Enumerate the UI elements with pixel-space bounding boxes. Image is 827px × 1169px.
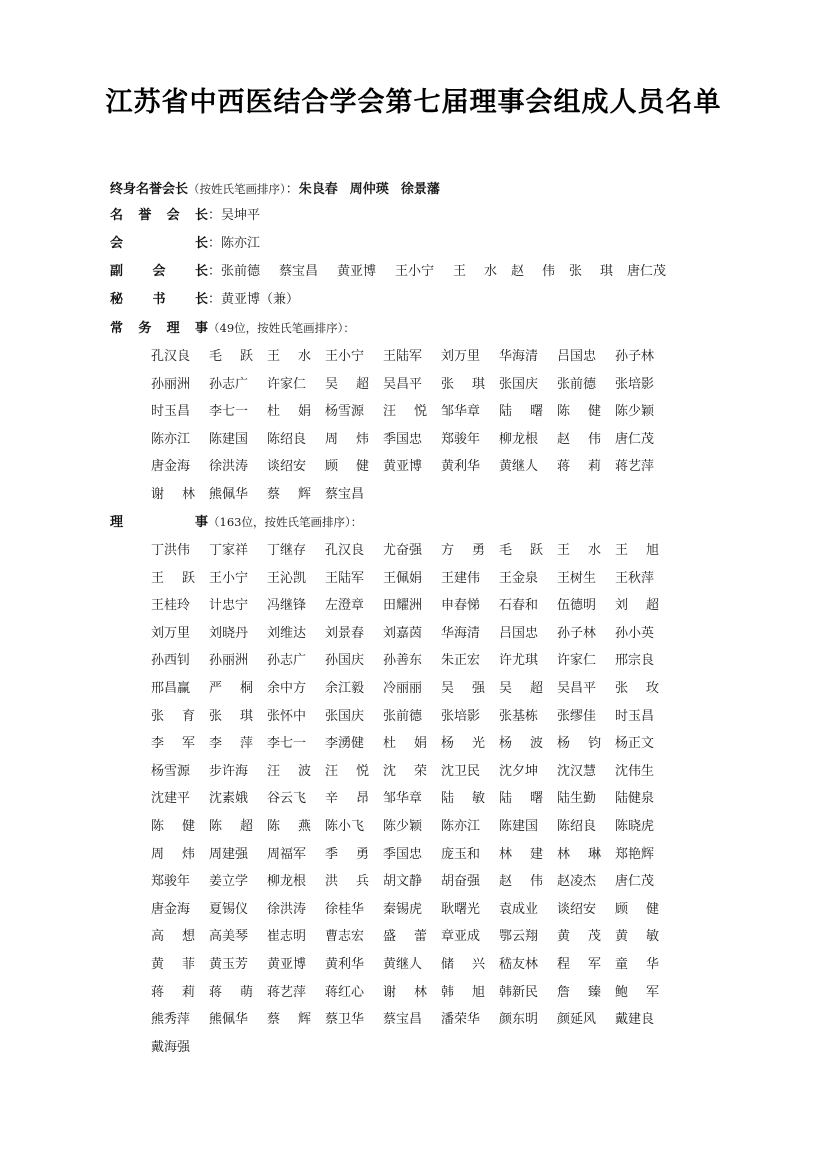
president-name: 陈亦江 [221,236,261,251]
member-name: 唐金海 [151,901,191,917]
member-name: 嵇友林 [499,956,539,972]
member-name: 许尤琪 [499,653,539,669]
honorary-president-line [110,178,452,200]
member-name: 沈建平 [151,791,191,807]
directors-line [110,511,362,533]
member-name: 孙子林 [557,625,597,641]
member-name: 李湧健 [325,736,365,752]
member-name: 吴昌平 [383,376,423,392]
member-name: 孙志广 [267,653,307,669]
member-name: 王 旭 [615,543,659,558]
member-name: 张基栋 [499,708,539,724]
member-name: 王佩娟 [383,570,423,586]
member-name: 田耀洲 [383,598,423,614]
member-name: 谢 林 [151,486,195,502]
member-name: 时玉昌 [615,708,655,724]
member-name: 陆 曙 [499,791,543,807]
member-name: 汪 波 [267,763,311,779]
member-name: 林 建 [499,846,543,862]
vice-president-name: 唐仁茂 [627,264,667,279]
member-name: 刘景春 [325,625,365,641]
vice-presidents-colon: ： [208,264,222,279]
member-name: 刘嘉茵 [383,625,423,641]
member-name: 余中方 [267,680,307,696]
member-name: 李 军 [151,736,195,752]
member-name: 杨 钧 [557,736,601,752]
honorary-president-colon: ： [285,182,299,197]
honorary-name: 朱良春 [298,182,338,197]
member-name: 沈素娥 [209,791,249,807]
member-name: 蒋红心 [325,984,365,1000]
member-name: 黄继人 [499,459,539,475]
member-name: 蒋 莉 [557,459,601,475]
member-name: 程 军 [557,956,601,972]
member-name: 戴建良 [615,1012,655,1028]
member-name: 陈建国 [499,818,539,834]
member-name: 黄继人 [383,956,423,972]
member-name: 王沁凯 [267,570,307,586]
member-name: 黄 敏 [615,929,659,945]
member-name: 周 炜 [151,846,195,862]
member-name: 陆健泉 [615,791,655,807]
member-name: 伍德明 [557,598,597,614]
member-name: 张怀中 [267,708,307,724]
member-name: 顾 健 [615,901,659,917]
directors-row [151,565,691,593]
directors-row [151,1006,691,1034]
standing-directors-row [151,481,691,509]
member-name: 郑骏年 [441,431,481,447]
member-name: 蔡宝昌 [383,1012,423,1028]
member-name: 许家仁 [557,653,597,669]
directors-row [151,537,691,565]
member-name: 邹华章 [383,791,423,807]
member-name: 孔汉良 [325,543,365,558]
directors-row [151,813,691,841]
member-name: 赵凌杰 [557,874,597,890]
member-name: 袁成业 [499,901,539,917]
member-name: 蒋艺萍 [267,984,307,1000]
member-name: 严 桐 [209,680,253,696]
member-name: 曹志宏 [325,929,365,945]
member-name: 王 跃 [151,570,195,586]
directors-row [151,923,691,951]
member-name: 韩新民 [499,984,539,1000]
member-name: 吴 超 [499,680,543,696]
member-name: 崔志明 [267,929,307,945]
directors-row [151,951,691,979]
member-name: 孙丽洲 [209,653,249,669]
member-name: 柳龙根 [499,431,539,447]
member-name: 陈建国 [209,431,249,447]
member-name: 张 琪 [441,376,485,392]
member-name: 蔡卫华 [325,1012,365,1028]
member-name: 盛 蕾 [383,929,427,945]
member-name: 谷云飞 [267,791,307,807]
secretary-general-label: 秘 书 长 [110,292,208,307]
directors-row [151,979,691,1007]
member-name: 杨 波 [499,736,543,752]
member-name: 吴 强 [441,680,485,696]
member-name: 蒋 莉 [151,984,195,1000]
member-name: 黄 菲 [151,956,195,972]
member-name: 颜东明 [499,1012,539,1028]
member-name: 刘万里 [441,349,481,364]
vice-president-name: 赵 伟 [511,264,556,279]
member-name: 辛 昂 [325,791,369,807]
standing-directors-row [151,426,691,454]
member-name: 冯继锋 [267,598,307,614]
member-name: 石春和 [499,598,539,614]
member-name: 徐桂华 [325,901,365,917]
standing-directors-row [151,398,691,426]
member-name: 季国忠 [383,846,423,862]
member-name: 谈绍安 [557,901,597,917]
directors-grid [151,537,691,1061]
member-name: 陈亦江 [441,818,481,834]
directors-note: （163位，按姓氏笔画排序）： [208,515,363,529]
member-name: 张前德 [383,708,423,724]
member-name: 季国忠 [383,431,423,447]
member-name: 鄂云翔 [499,929,539,945]
member-name: 周 炜 [325,431,369,447]
member-name: 孙丽洲 [151,376,191,392]
member-name: 陆 曙 [499,404,543,420]
member-name: 洪 兵 [325,874,369,890]
member-name: 张前德 [557,376,597,392]
member-name: 吴 超 [325,376,369,392]
member-name: 沈卫民 [441,763,481,779]
emeritus-president-line [110,205,260,227]
member-name: 徐洪涛 [209,459,249,475]
member-name: 陈绍良 [267,431,307,447]
member-name: 黄玉芳 [209,956,249,972]
directors-row [151,841,691,869]
member-name: 胡文静 [383,874,423,890]
member-name: 刘维达 [267,625,307,641]
member-name: 黄亚博 [267,956,307,972]
vice-president-name: 蔡宝昌 [279,264,319,279]
member-name: 周建强 [209,846,249,862]
standing-directors-label: 常 务 理 事 [110,321,208,336]
member-name: 计忠宁 [209,598,249,614]
member-name: 朱正宏 [441,653,481,669]
member-name: 谈绍安 [267,459,307,475]
secretary-general-colon: ： [208,292,222,307]
member-name: 张国庆 [499,376,539,392]
member-name: 戴海强 [151,1039,191,1055]
member-name: 李七一 [209,404,249,420]
member-name: 蔡 辉 [267,486,311,502]
member-name: 孙志广 [209,376,249,392]
member-name: 李 萍 [209,736,253,752]
member-name: 陈晓虎 [615,818,655,834]
member-name: 黄利华 [441,459,481,475]
member-name: 步许海 [209,763,249,779]
vice-presidents-label: 副 会 长 [110,264,208,279]
member-name: 熊佩华 [209,486,249,502]
member-name: 方 勇 [441,543,485,558]
member-name: 孔汉良 [151,349,191,364]
member-name: 高 想 [151,929,195,945]
member-name: 沈汉慧 [557,763,597,779]
member-name: 许家仁 [267,376,307,392]
member-name: 张国庆 [325,708,365,724]
honorary-president-note: （按姓氏笔画排序） [188,182,286,196]
standing-directors-note: （49位，按姓氏笔画排序）： [208,321,355,335]
member-name: 冷丽丽 [383,680,423,696]
member-name: 郑骏年 [151,874,191,890]
member-name: 沈夕坤 [499,763,539,779]
member-name: 杨雪源 [151,763,191,779]
member-name: 陈少颖 [383,818,423,834]
member-name: 王小宁 [209,570,249,586]
member-name: 张 育 [151,708,195,724]
vice-presidents-line [110,261,685,283]
honorary-name: 周仲瑛 [349,182,389,197]
member-name: 邢昌赢 [151,680,191,696]
vice-president-name: 黄亚博 [337,264,377,279]
member-name: 童 华 [615,956,659,972]
member-name: 姜立学 [209,874,249,890]
member-name: 黄 茂 [557,929,601,945]
member-name: 夏锡仪 [209,901,249,917]
member-name: 王金泉 [499,570,539,586]
honorary-president-label: 终身名誉会长 [110,182,189,197]
member-name: 尤奋强 [383,543,423,558]
secretary-general-name: 黄亚博（兼） [221,292,300,307]
member-name: 陈小飞 [325,818,365,834]
member-name: 王树生 [557,570,597,586]
member-name: 陈 燕 [267,818,311,834]
member-name: 张培影 [615,376,655,392]
directors-row [151,868,691,896]
secretary-general-line [110,289,299,311]
directors-row [151,730,691,758]
member-name: 张缪佳 [557,708,597,724]
president-colon: ： [208,236,222,251]
member-name: 孙西钊 [151,653,191,669]
honorary-name: 徐景藩 [400,182,440,197]
member-name: 刘晓丹 [209,625,249,641]
member-name: 王桂玲 [151,598,191,614]
member-name: 汪 悦 [325,763,369,779]
member-name: 王建伟 [441,570,481,586]
vice-president-name: 王小宁 [395,264,435,279]
member-name: 邢宗良 [615,653,655,669]
member-name: 王秋萍 [615,570,655,586]
president-label: 会 长 [110,236,208,251]
member-name: 李七一 [267,736,307,752]
vice-president-name: 张 琪 [569,264,614,279]
member-name: 蔡宝昌 [325,486,365,502]
directors-row [151,785,691,813]
member-name: 鲍 军 [615,984,659,1000]
member-name: 张培影 [441,708,481,724]
member-name: 熊秀萍 [151,1012,191,1028]
member-name: 季 勇 [325,846,369,862]
directors-row [151,647,691,675]
member-name: 余江毅 [325,680,365,696]
member-name: 郑艳辉 [615,846,655,862]
member-name: 孙善东 [383,653,423,669]
standing-directors-row [151,343,691,371]
member-name: 陈少颖 [615,404,655,420]
member-name: 唐金海 [151,459,191,475]
directors-label: 理 事 [110,515,208,530]
member-name: 杜 娟 [383,736,427,752]
member-name: 刘 超 [615,598,659,614]
directors-row [151,703,691,731]
member-name: 陆生勤 [557,791,597,807]
member-name: 陈亦江 [151,431,191,447]
member-name: 陈 健 [557,404,601,420]
vice-president-name: 王 水 [453,264,498,279]
member-name: 周福军 [267,846,307,862]
directors-row [151,758,691,786]
member-name: 王 水 [557,543,601,558]
member-name: 熊佩华 [209,1012,249,1028]
member-name: 唐仁茂 [615,431,655,447]
emeritus-president-colon: ： [208,208,222,223]
member-name: 林 琳 [557,846,601,862]
member-name: 蒋艺萍 [615,459,655,475]
member-name: 孙小英 [615,625,655,641]
president-line [110,233,260,255]
directors-row [151,620,691,648]
member-name: 庞玉和 [441,846,481,862]
member-name: 高美琴 [209,929,249,945]
member-name: 黄利华 [325,956,365,972]
member-name: 赵 伟 [557,431,601,447]
member-name: 丁家祥 [209,543,249,558]
member-name: 杜 娟 [267,404,311,420]
vice-presidents-names [221,264,685,279]
member-name: 刘万里 [151,625,191,641]
member-name: 王陆军 [383,349,423,364]
member-name: 丁洪伟 [151,543,191,558]
member-name: 丁继存 [267,543,307,558]
standing-directors-line [110,317,355,339]
member-name: 杨 光 [441,736,485,752]
standing-directors-grid [151,343,691,509]
member-name: 蔡 辉 [267,1012,311,1028]
member-name: 储 兴 [441,956,485,972]
standing-directors-row [151,371,691,399]
member-name: 毛 跃 [499,543,543,558]
member-name: 华海清 [499,349,539,364]
directors-row [151,592,691,620]
member-name: 韩 旭 [441,984,485,1000]
member-name: 王 水 [267,349,311,364]
member-name: 沈伟生 [615,763,655,779]
member-name: 杨雪源 [325,404,365,420]
emeritus-president-label: 名 誉 会 长 [110,208,208,223]
member-name: 谢 林 [383,984,427,1000]
member-name: 潘荣华 [441,1012,481,1028]
member-name: 陈 超 [209,818,253,834]
member-name: 时玉昌 [151,404,191,420]
member-name: 张 琪 [209,708,253,724]
member-name: 汪 悦 [383,404,427,420]
emeritus-president-name: 吴坤平 [221,208,261,223]
member-name: 柳龙根 [267,874,307,890]
member-name: 杨正文 [615,736,655,752]
member-name: 王陆军 [325,570,365,586]
member-name: 申春悌 [441,598,481,614]
member-name: 赵 伟 [499,874,543,890]
directors-row [151,675,691,703]
member-name: 蒋 萌 [209,984,253,1000]
member-name: 左澄章 [325,598,365,614]
member-name: 徐洪涛 [267,901,307,917]
member-name: 王小宁 [325,349,365,364]
member-name: 詹 臻 [557,984,601,1000]
document-title: 江苏省中西医结合学会第七届理事会组成人员名单 [105,87,722,118]
standing-directors-row [151,453,691,481]
member-name: 秦锡虎 [383,901,423,917]
member-name: 章亚成 [441,929,481,945]
member-name: 唐仁茂 [615,874,655,890]
vice-president-name: 张前德 [221,264,261,279]
member-name: 张 玫 [615,680,659,696]
honorary-president-names [299,182,452,197]
member-name: 吴昌平 [557,680,597,696]
member-name: 毛 跃 [209,349,253,364]
member-name: 陆 敏 [441,791,485,807]
member-name: 邹华章 [441,404,481,420]
member-name: 沈 荣 [383,763,427,779]
member-name: 吕国忠 [499,625,539,641]
member-name: 华海清 [441,625,481,641]
member-name: 胡奋强 [441,874,481,890]
member-name: 顾 健 [325,459,369,475]
member-name: 耿曙光 [441,901,481,917]
member-name: 孙国庆 [325,653,365,669]
member-name: 陈 健 [151,818,195,834]
member-name: 陈绍良 [557,818,597,834]
directors-row [151,896,691,924]
member-name: 吕国忠 [557,349,597,364]
member-name: 颜延风 [557,1012,597,1028]
member-name: 孙子林 [615,349,655,364]
member-name: 黄亚博 [383,459,423,475]
directors-row [151,1034,691,1062]
